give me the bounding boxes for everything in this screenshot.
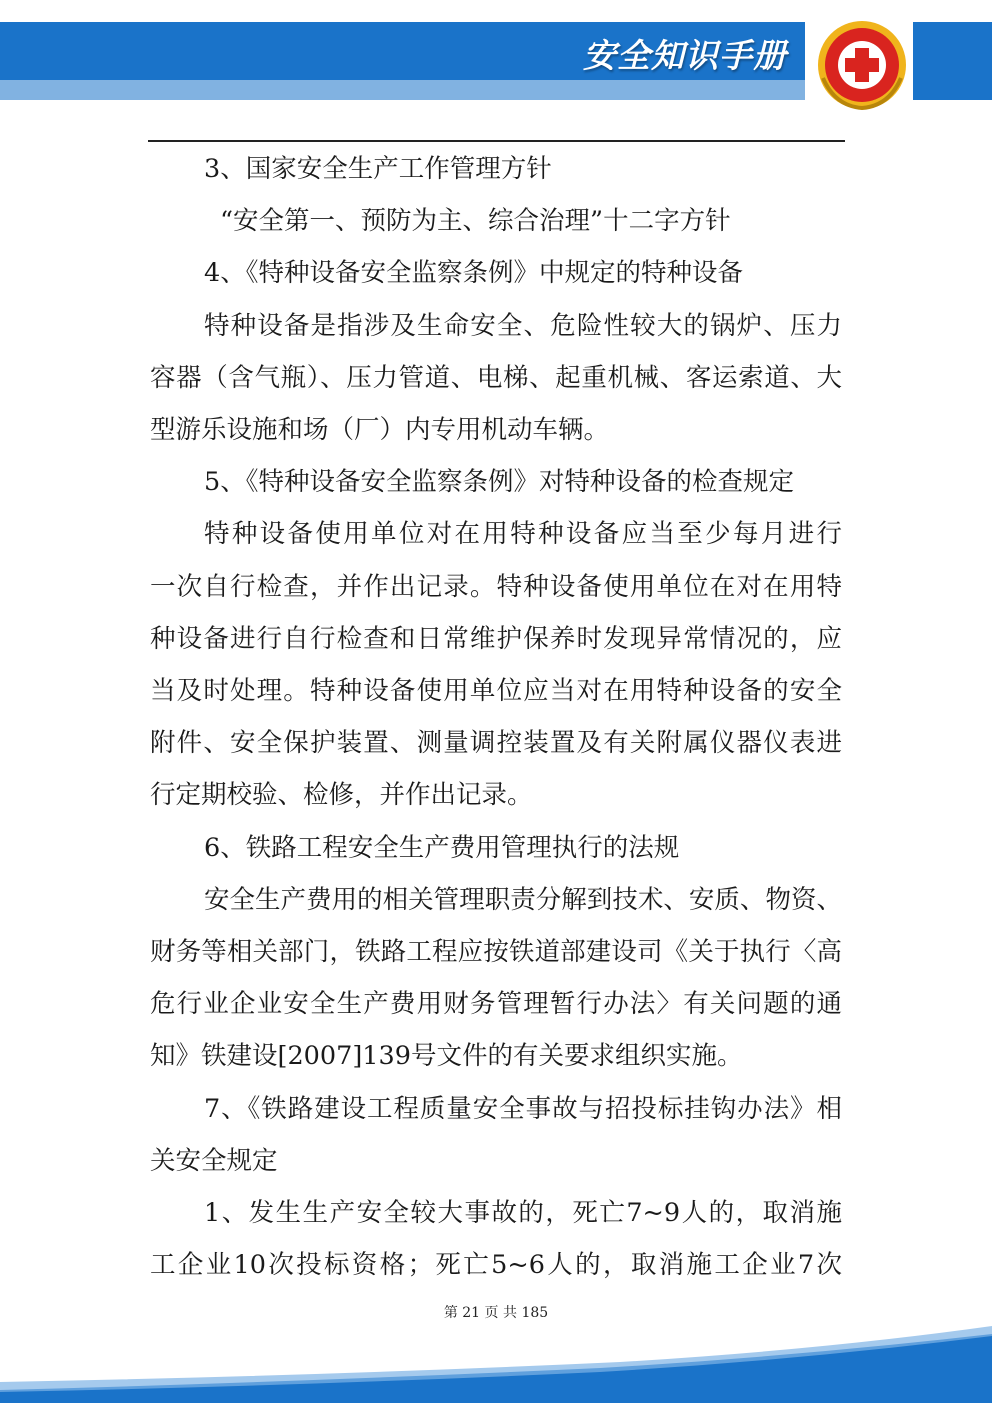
footer-wave-decoration bbox=[0, 1320, 992, 1403]
paragraph-line: 容器（含气瓶）、压力管道、电梯、起重机械、客运索道、大 bbox=[150, 362, 842, 393]
paragraph-line: 行定期校验、检修，并作出记录。 bbox=[150, 780, 533, 811]
heading-7: 7、《铁路建设工程质量安全事故与招投标挂钩办法》相 bbox=[204, 1093, 842, 1124]
header-rule bbox=[148, 140, 845, 142]
manual-title: 安全知识手册 bbox=[583, 36, 787, 75]
paragraph-line: 一次自行检查，并作出记录。特种设备使用单位在对在用特 bbox=[150, 571, 842, 602]
paragraph-line: 附件、安全保护装置、测量调控装置及有关附属仪器仪表进 bbox=[150, 728, 842, 759]
paragraph-line: 型游乐设施和场（厂）内专用机动车辆。 bbox=[150, 415, 610, 446]
paragraph-line: 知》铁建设[2007]139号文件的有关要求组织实施。 bbox=[150, 1041, 743, 1072]
heading-3: 3、国家安全生产工作管理方针 bbox=[204, 154, 552, 184]
heading-6: 6、铁路工程安全生产费用管理执行的法规 bbox=[204, 832, 680, 863]
heading-4: 4、《特种设备安全监察条例》中规定的特种设备 bbox=[204, 258, 743, 289]
document-body bbox=[150, 143, 842, 1291]
paragraph-line: 特种设备是指涉及生命安全、危险性较大的锅炉、压力 bbox=[204, 310, 842, 341]
paragraph-line: 工企业10次投标资格；死亡5~6人的，取消施工企业7次 bbox=[150, 1250, 842, 1281]
safety-cross-emblem-icon bbox=[815, 18, 909, 112]
paragraph-line: 种设备进行自行检查和日常维护保养时发现异常情况的，应 bbox=[150, 623, 842, 654]
paragraph-line: 当及时处理。特种设备使用单位应当对在用特种设备的安全 bbox=[150, 676, 842, 707]
paragraph-line: 财务等相关部门，铁路工程应按铁道部建设司《关于执行〈高 bbox=[150, 937, 842, 968]
paragraph-line: 关安全规定 bbox=[150, 1145, 278, 1176]
paragraph-line: 特种设备使用单位对在用特种设备应当至少每月进行 bbox=[204, 519, 842, 550]
paragraph-line: “安全第一、预防为主、综合治理”十二字方针 bbox=[220, 206, 731, 237]
paragraph-line: 安全生产费用的相关管理职责分解到技术、安质、物资、 bbox=[204, 884, 842, 915]
header-banner-right bbox=[913, 22, 992, 100]
paragraph-line: 1、发生生产安全较大事故的，死亡7~9人的，取消施 bbox=[204, 1198, 842, 1229]
paragraph-line: 危行业企业安全生产费用财务管理暂行办法〉有关问题的通 bbox=[150, 989, 842, 1020]
heading-5: 5、《特种设备安全监察条例》对特种设备的检查规定 bbox=[204, 467, 794, 498]
page-number: 第 21 页 共 185 bbox=[443, 1305, 549, 1321]
